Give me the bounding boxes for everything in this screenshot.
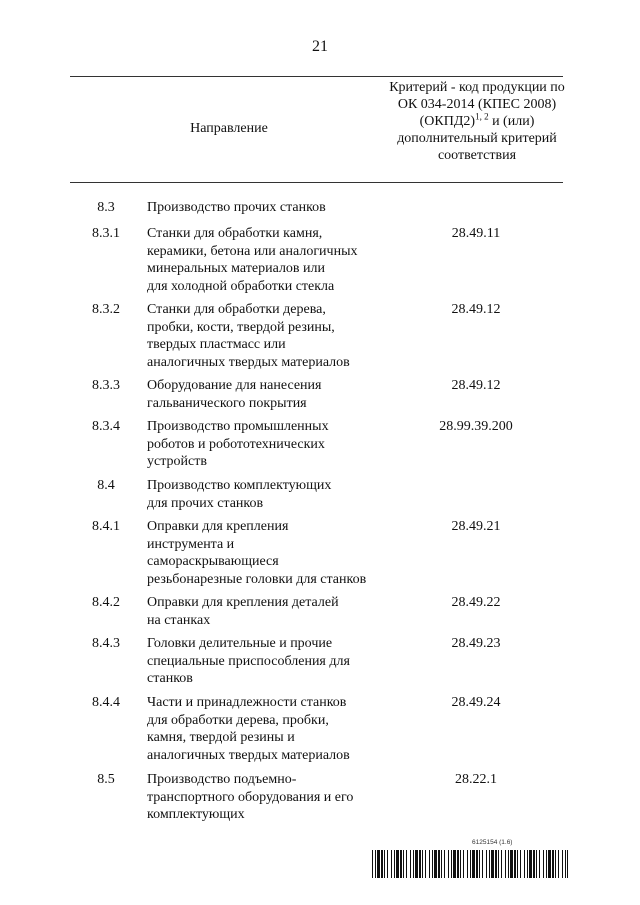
header-criterion bbox=[386, 79, 568, 164]
table-row bbox=[0, 594, 640, 635]
row-direction: Производство промышленных роботов и робототехнических устройств bbox=[147, 419, 329, 469]
table-row bbox=[0, 199, 640, 225]
row-number: 8.4.2 bbox=[92, 595, 120, 610]
row-number: 8.4.3 bbox=[92, 636, 120, 651]
row-code: 28.49.23 bbox=[451, 636, 501, 651]
row-direction: Оправки для крепления инструмента и самораскрывающиеся резьбонарезные головки для станков bbox=[147, 519, 367, 587]
table-body bbox=[0, 199, 640, 827]
row-code: 28.99.39.200 bbox=[439, 419, 513, 434]
table-row bbox=[0, 377, 640, 418]
row-number: 8.3.3 bbox=[92, 378, 120, 393]
row-direction: Головки делительные и прочие специальные приспособления для станков bbox=[147, 636, 350, 686]
table-row bbox=[0, 418, 640, 477]
barcode-label: 6125154 (1.6) bbox=[472, 839, 513, 846]
table-top-rule bbox=[70, 76, 563, 77]
row-code: 28.49.12 bbox=[451, 378, 501, 393]
header-criterion-text: Критерий - код продукции по ОК 034-2014 (КПЕС 2008) (ОКПД2) bbox=[389, 80, 565, 129]
row-code: 28.22.1 bbox=[455, 772, 497, 787]
row-number: 8.4 bbox=[97, 478, 115, 493]
table-row bbox=[0, 635, 640, 694]
row-direction: Станки для обработки камня, керамики, бетона или аналогичных минеральных материалов или для холодной обработки стекла bbox=[147, 226, 358, 294]
page-number: 21 bbox=[312, 38, 328, 55]
row-direction: Оборудование для нанесения гальванического покрытия bbox=[147, 378, 322, 411]
row-code: 28.49.21 bbox=[451, 519, 501, 534]
row-code: 28.49.12 bbox=[451, 302, 501, 317]
table-header-rule bbox=[70, 182, 563, 183]
row-number: 8.3.1 bbox=[92, 226, 120, 241]
row-code: 28.49.22 bbox=[451, 595, 501, 610]
barcode-image bbox=[372, 850, 568, 878]
header-criterion-text-cont: и (или) дополнительный критерий соответствия bbox=[397, 114, 557, 163]
row-number: 8.3.4 bbox=[92, 419, 120, 434]
row-number: 8.4.1 bbox=[92, 519, 120, 534]
row-number: 8.3 bbox=[97, 200, 115, 215]
row-number: 8.4.4 bbox=[92, 695, 120, 710]
table-row bbox=[0, 518, 640, 594]
row-number: 8.3.2 bbox=[92, 302, 120, 317]
row-code: 28.49.24 bbox=[451, 695, 501, 710]
header-direction: Направление bbox=[190, 121, 268, 136]
table-row bbox=[0, 694, 640, 771]
row-direction: Станки для обработки дерева, пробки, кости, твердой резины, твердых пластмасс или аналогичных твердых материалов bbox=[147, 302, 350, 370]
header-criterion-footnote-ref: 1, 2 bbox=[475, 111, 489, 122]
row-direction: Производство комплектующих для прочих станков bbox=[147, 478, 332, 511]
row-direction: Оправки для крепления деталей на станках bbox=[147, 595, 339, 628]
row-code: 28.49.11 bbox=[451, 226, 501, 241]
row-direction: Части и принадлежности станков для обработки дерева, пробки, камня, твердой резины и аналогичных твердых материалов bbox=[147, 695, 350, 763]
table-row bbox=[0, 771, 640, 827]
table-row bbox=[0, 301, 640, 377]
row-number: 8.5 bbox=[97, 772, 115, 787]
row-direction: Производство подъемно- транспортного оборудования и его комплектующих bbox=[147, 772, 354, 822]
table-row bbox=[0, 225, 640, 301]
row-direction: Производство прочих станков bbox=[147, 200, 326, 215]
table-row bbox=[0, 477, 640, 518]
